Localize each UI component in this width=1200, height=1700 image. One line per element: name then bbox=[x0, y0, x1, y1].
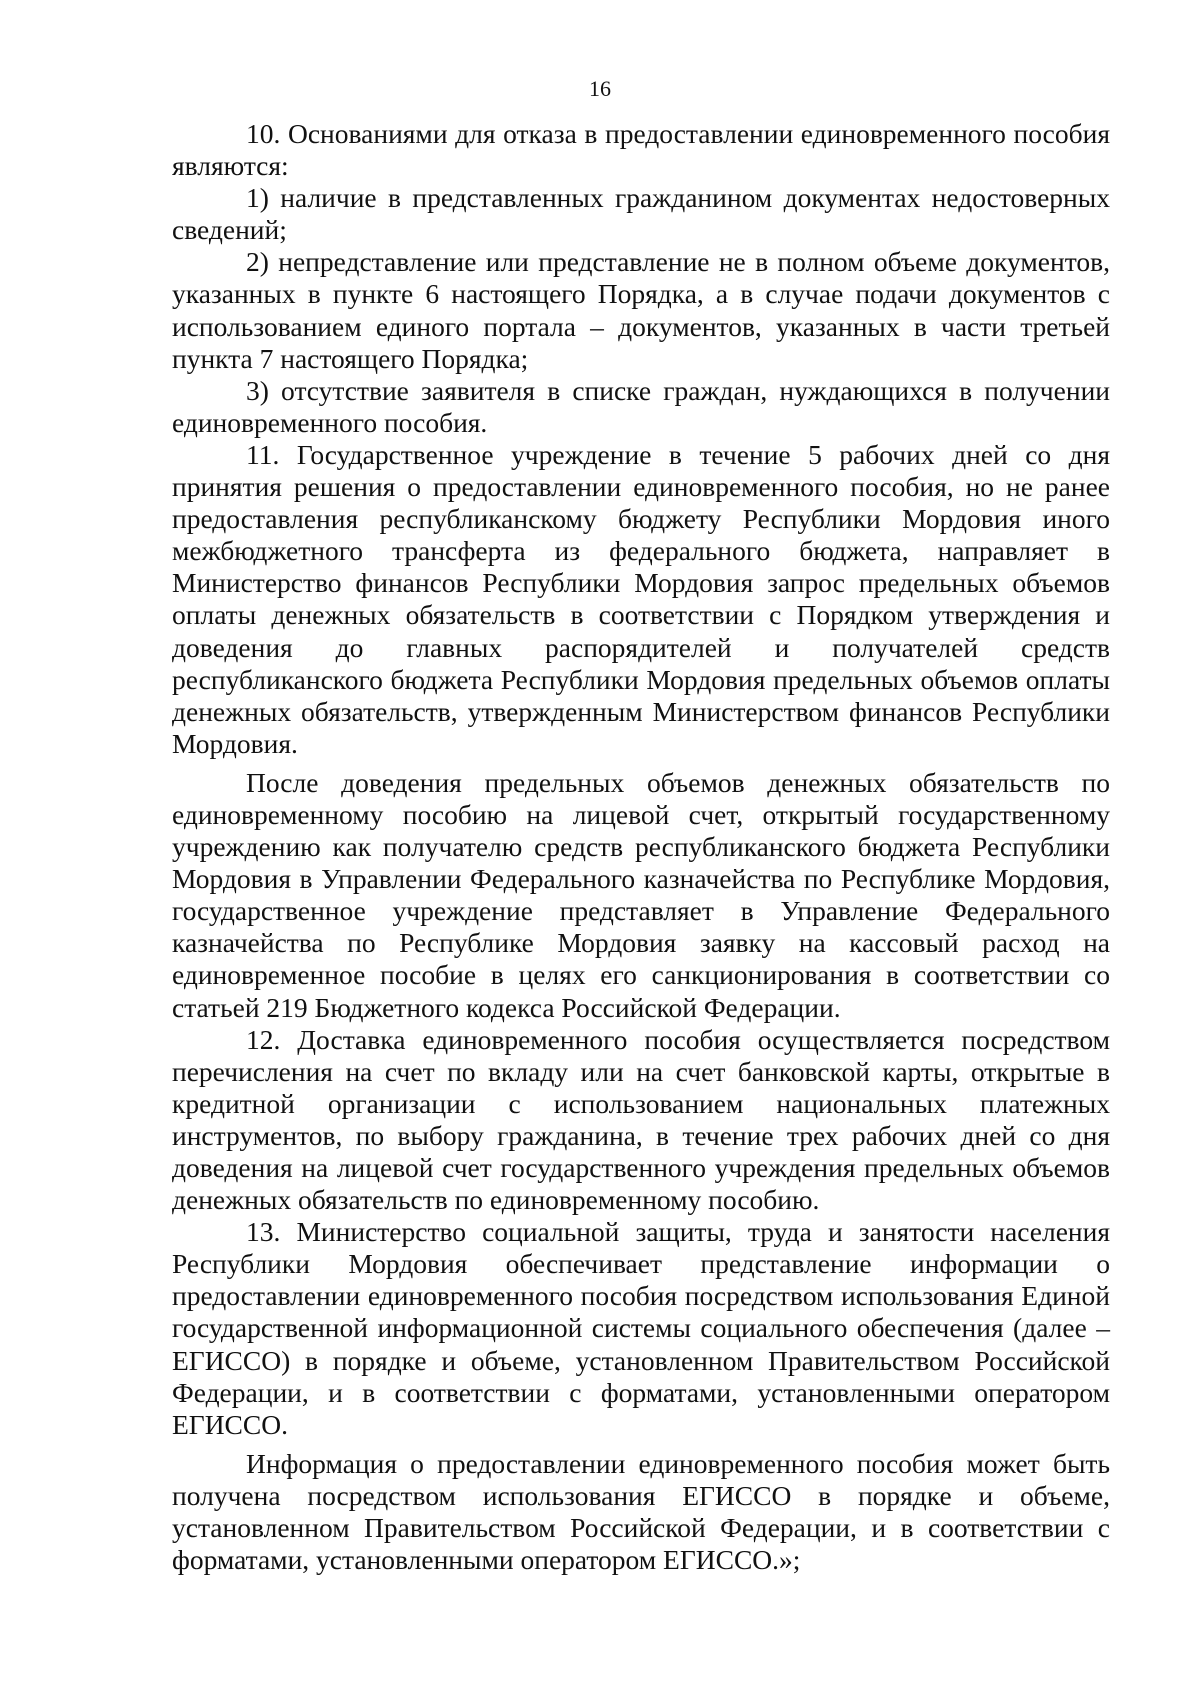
paragraph-item-11-continuation: После доведения предельных объемов денежных обязательств по единовременному пособию на лицевой счет, открытый государственному учреждению как получателю средств республиканского бюджета Республики Мордовия в Управлении Федерального казначейства по Республике Мордовия, государственное учреждение представляет в Управление Федерального казначейства по Республике Мордовия заявку на кассовый расход на единовременное пособие в целях его санкционирования в соответствии со статьей 219 Бюджетного кодекса Российской Федерации. bbox=[172, 766, 1110, 1023]
page-number: 16 bbox=[589, 76, 611, 101]
paragraph-subitem-1: 1) наличие в представленных гражданином документах недостоверных сведений; bbox=[172, 182, 1110, 246]
paragraph-item-10: 10. Основаниями для отказа в предоставлении единовременного пособия являются: bbox=[172, 118, 1110, 182]
paragraph-subitem-3: 3) отсутствие заявителя в списке граждан, нуждающихся в получении единовременного пособия. bbox=[172, 374, 1110, 438]
paragraph-item-11: 11. Государственное учреждение в течение 5 рабочих дней со дня принятия решения о предоставлении единовременного пособия, но не ранее предоставления республиканскому бюджету Республики Мордовия иного межбюджетного трансферта из федерального бюджета, направляет в Министерство финансов Республики Мордовия запрос предельных объемов оплаты денежных обязательств в соответствии с Порядком утверждения и доведения до главных распорядителей и получателей средств республиканского бюджета Республики Мордовия предельных объемов оплаты денежных обязательств, утвержденным Министерством финансов Республики Мордовия. bbox=[172, 438, 1110, 759]
document-body bbox=[172, 118, 1110, 1576]
paragraph-item-13: 13. Министерство социальной защиты, труда и занятости населения Республики Мордовия обеспечивает представление информации о предоставлении единовременного пособия посредством использования Единой государственной информационной системы социального обеспечения (далее – ЕГИССО) в порядке и объеме, установленном Правительством Российской Федерации, и в соответствии с форматами, установленными оператором ЕГИССО. bbox=[172, 1216, 1110, 1440]
paragraph-subitem-2: 2) непредставление или представление не в полном объеме документов, указанных в пункте 6 настоящего Порядка, а в случае подачи документов с использованием единого портала – документов, указанных в части третьей пункта 7 настоящего Порядка; bbox=[172, 246, 1110, 374]
paragraph-item-13-continuation: Информация о предоставлении единовременного пособия может быть получена посредством использования ЕГИССО в порядке и объеме, установленном Правительством Российской Федерации, и в соответствии с форматами, установленными оператором ЕГИССО.»; bbox=[172, 1447, 1110, 1576]
paragraph-item-12: 12. Доставка единовременного пособия осуществляется посредством перечисления на счет по вкладу или на счет банковской карты, открытые в кредитной организации с использованием национальных платежных инструментов, по выбору гражданина, в течение трех рабочих дней со дня доведения на лицевой счет государственного учреждения предельных объемов денежных обязательств по единовременному пособию. bbox=[172, 1023, 1110, 1216]
